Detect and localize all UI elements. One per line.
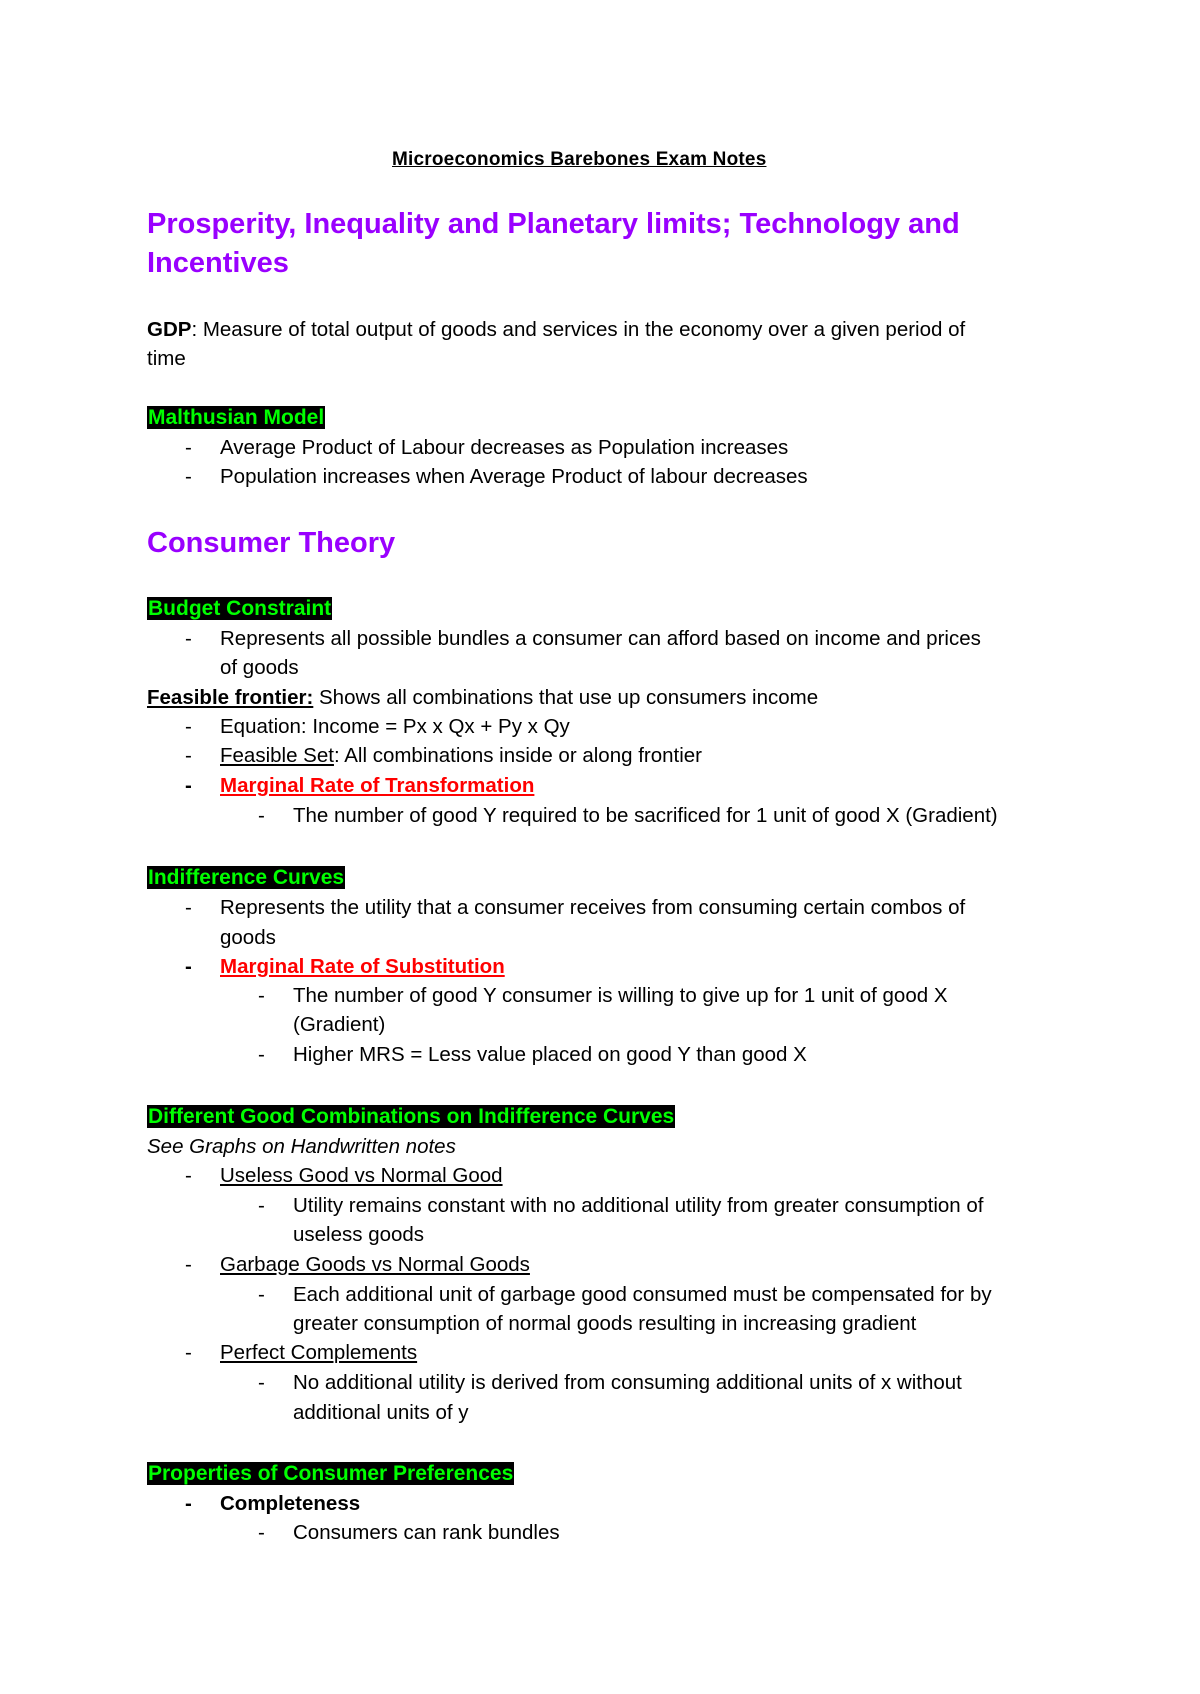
bullet-dash: - (185, 1253, 192, 1276)
section-heading-prosperity-line2: Incentives (147, 247, 289, 279)
bullet-dash: - (185, 774, 192, 797)
mrt-term: Marginal Rate of Transformation (220, 774, 535, 797)
subheading-budget-constraint (147, 597, 332, 621)
consumer-preferences-label: Properties of Consumer Preferences (148, 1462, 514, 1485)
malthusian-label: Malthusian Model (148, 406, 325, 429)
bullet-dash: - (185, 744, 192, 767)
list-item-cont: (Gradient) (293, 1013, 386, 1036)
list-item-cont: useless goods (293, 1223, 425, 1246)
budget-constraint-label: Budget Constraint (148, 597, 332, 620)
list-item: No additional utility is derived from consuming additional units of x without (293, 1371, 962, 1394)
gdp-term: GDP (147, 318, 192, 341)
feasible-set-text: : All combinations inside or along frontier (333, 744, 703, 767)
feasible-frontier-text: Shows all combinations that use up consumers income (313, 686, 819, 709)
feasible-frontier-definition (147, 686, 818, 710)
gdp-definition-cont: time (147, 347, 186, 370)
bullet-dash: - (185, 1164, 192, 1187)
subheading-consumer-preferences (147, 1462, 514, 1486)
list-item: Equation: Income = Px x Qx + Py x Qy (220, 715, 570, 738)
bullet-dash: - (258, 1283, 265, 1306)
section-heading-consumer-theory: Consumer Theory (147, 527, 396, 559)
list-item: Utility remains constant with no additional utility from greater consumption of (293, 1194, 984, 1217)
list-item: Higher MRS = Less value placed on good Y than good X (293, 1043, 807, 1066)
gdp-definition (147, 318, 965, 342)
list-item: Average Product of Labour decreases as Population increases (220, 436, 789, 459)
bullet-dash: - (258, 804, 265, 827)
bullet-dash: - (185, 627, 192, 650)
feasible-set-term: Feasible Set (220, 744, 334, 767)
list-item: Represents all possible bundles a consumer can afford based on income and prices (220, 627, 981, 650)
useless-good-term: Useless Good vs Normal Good (220, 1164, 503, 1187)
document-title: Microeconomics Barebones Exam Notes (392, 149, 767, 170)
section-heading-prosperity-line1: Prosperity, Inequality and Planetary limits; Technology and (147, 208, 960, 240)
bullet-dash: - (185, 1492, 192, 1515)
bullet-dash: - (185, 896, 192, 919)
bullet-dash: - (258, 1043, 265, 1066)
perfect-complements-term: Perfect Complements (220, 1341, 418, 1364)
completeness-term: Completeness (220, 1492, 361, 1515)
list-item-cont: of goods (220, 656, 299, 679)
list-item-cont: greater consumption of normal goods resulting in increasing gradient (293, 1312, 917, 1335)
good-combinations-label: Different Good Combinations on Indifference Curves (148, 1105, 675, 1128)
indifference-curves-label: Indifference Curves (148, 866, 345, 889)
bullet-dash: - (185, 1341, 192, 1364)
list-item: Population increases when Average Product of labour decreases (220, 465, 808, 488)
list-item-cont: additional units of y (293, 1401, 469, 1424)
list-item: Represents the utility that a consumer receives from consuming certain combos of (220, 896, 966, 919)
graphs-note: See Graphs on Handwritten notes (147, 1135, 456, 1158)
bullet-dash: - (258, 984, 265, 1007)
list-item: Each additional unit of garbage good consumed must be compensated for by (293, 1283, 992, 1306)
bullet-dash: - (185, 715, 192, 738)
list-item: Consumers can rank bundles (293, 1521, 560, 1544)
list-item: The number of good Y consumer is willing to give up for 1 unit of good X (293, 984, 948, 1007)
list-item-cont: goods (220, 926, 276, 949)
bullet-dash: - (185, 436, 192, 459)
subheading-malthusian (147, 406, 325, 430)
list-item (220, 744, 702, 768)
feasible-frontier-term: Feasible frontier: (147, 686, 314, 709)
bullet-dash: - (185, 955, 192, 978)
subheading-indifference-curves (147, 866, 345, 890)
subheading-good-combinations (147, 1105, 675, 1129)
gdp-def-text: : Measure of total output of goods and services in the economy over a given period of (191, 318, 966, 341)
bullet-dash: - (258, 1521, 265, 1544)
list-item: The number of good Y required to be sacrificed for 1 unit of good X (Gradient) (293, 804, 998, 827)
bullet-dash: - (258, 1194, 265, 1217)
mrs-term: Marginal Rate of Substitution (220, 955, 505, 978)
garbage-goods-term: Garbage Goods vs Normal Goods (220, 1253, 530, 1276)
bullet-dash: - (258, 1371, 265, 1394)
bullet-dash: - (185, 465, 192, 488)
